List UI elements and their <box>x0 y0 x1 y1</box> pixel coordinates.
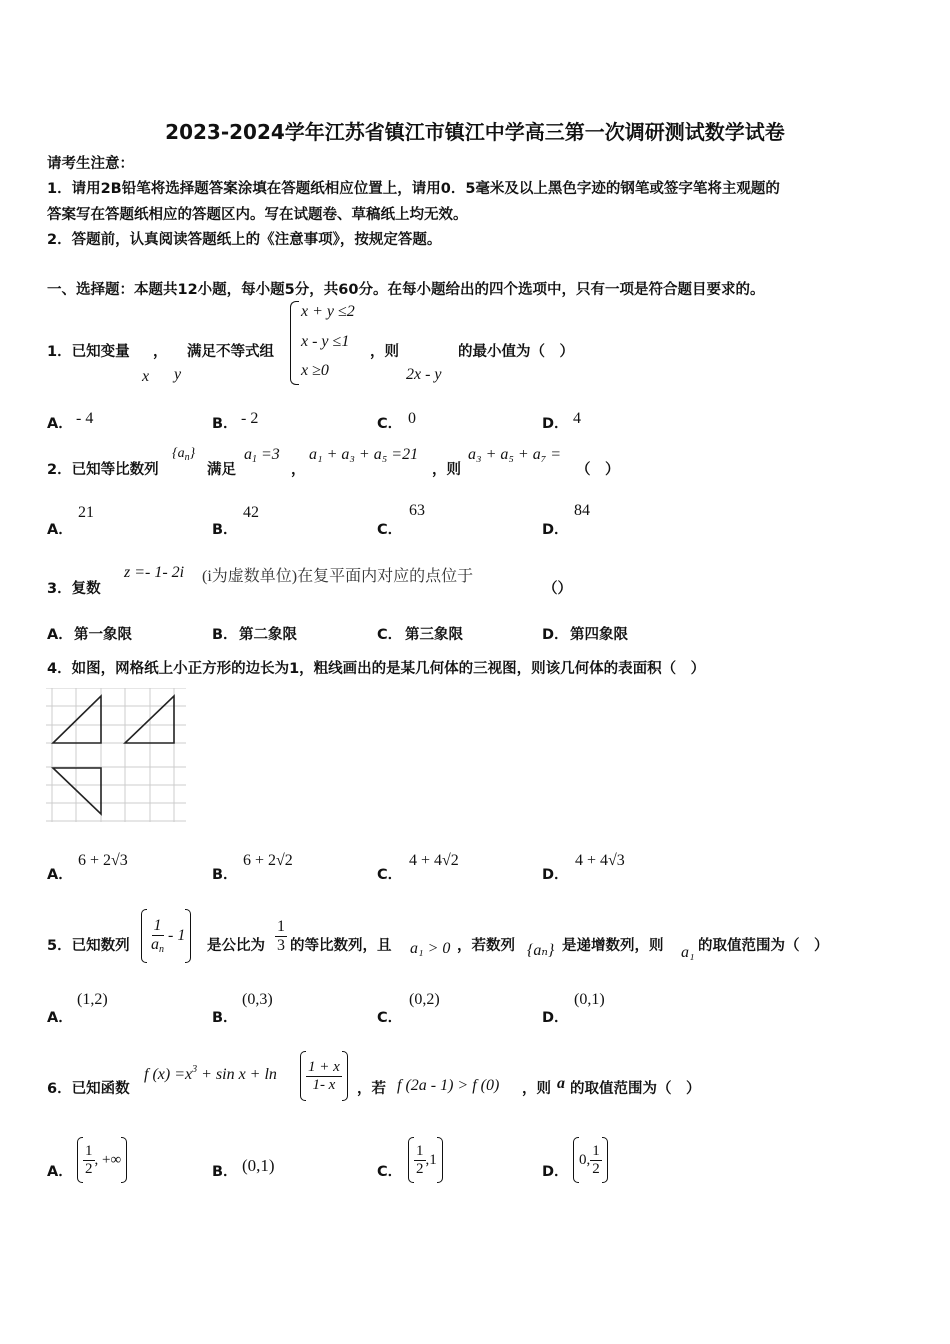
q3-stem-b: （） <box>543 581 572 597</box>
q1-option-c: 0 <box>408 410 416 427</box>
q1-stem-d: ，则 <box>370 344 399 360</box>
q2-option-c: 63 <box>409 502 425 519</box>
q3-option-d: 第四象限 <box>570 627 628 643</box>
q6-function: f $(x) =x^3 + \sin x + \ln$ <box>144 1064 277 1083</box>
q2-target: a₃ + a₅ + a₇ = <box>468 446 562 463</box>
q6-option-c: $\frac{1}{2}$ ,1 <box>408 1136 443 1184</box>
q3-label-b: B． <box>212 627 238 643</box>
q1-var-x: x <box>142 368 150 385</box>
q3-label-c: C． <box>377 627 403 643</box>
q3-formula: z =- 1- 2i <box>124 564 185 581</box>
q1-system-brace <box>290 301 299 385</box>
q1-option-b: - 2 <box>241 410 259 427</box>
q2-stem-c: ，则 <box>432 462 461 478</box>
q3-label-a: A． <box>47 627 73 643</box>
q6-label-d: D． <box>542 1164 569 1180</box>
q4-label-d: D． <box>542 867 569 883</box>
q2-stem-d: （ ） <box>576 462 620 478</box>
q1-stem-b: ， <box>153 344 168 360</box>
q6-stem-c: ，则 <box>522 1081 551 1097</box>
q4-stem: 4．如图，网格纸上小正方形的边长为1，粗线画出的是某几何体的三视图，则该几何体的表面积（ ） <box>47 661 706 677</box>
q3-formula-text: (i为虚数单位)在复平面内对应的点位于 <box>202 568 474 585</box>
q6-label-c: C． <box>377 1164 403 1180</box>
notice-line-2: 答案写在答题纸相应的答题区内。写在试题卷、草稿纸上均无效。 <box>47 207 468 223</box>
q2-stem-a: 2．已知等比数列 <box>47 462 159 478</box>
notice-heading: 请考生注意： <box>47 156 134 172</box>
q5-label-d: D． <box>542 1010 569 1026</box>
q3-option-b: 第二象限 <box>239 627 297 643</box>
q1-label-c: C． <box>377 416 403 432</box>
q3-option-a: 第一象限 <box>74 627 132 643</box>
q5-stem-d: ，若数列 <box>457 938 515 954</box>
q5-option-c: (0,2) <box>409 991 440 1008</box>
q6-label-b: B． <box>212 1164 238 1180</box>
q1-label-d: D． <box>542 416 569 432</box>
q1-ineq-3: x ≥0 <box>301 362 329 379</box>
q6-stem-a: 6．已知函数 <box>47 1081 130 1097</box>
q1-expr: 2x - y <box>406 366 442 383</box>
q5-sequence-2: {aₙ} <box>527 942 555 959</box>
q2-cond-2: a₁ + a₃ + a₅ =21 <box>309 446 419 463</box>
q4-option-c: 4 + 4√2 <box>409 852 459 869</box>
q2-label-b: B． <box>212 522 238 538</box>
q5-stem-b: 是公比为 <box>207 938 265 954</box>
q1-stem-a: 1．已知变量 <box>47 344 130 360</box>
q5-option-d: (0,1) <box>574 991 605 1008</box>
q6-ln-argument: $\frac{1 + x}{1- x}$ <box>300 1050 348 1102</box>
q5-sequence-expr: $\frac{1}{a_n}$ - 1 <box>141 908 191 964</box>
notice-line-3: 2．答题前，认真阅读答题纸上的《注意事项》，按规定答题。 <box>47 232 442 248</box>
q5-label-a: A． <box>47 1010 73 1026</box>
q2-sequence: $\{a_n\}$ <box>172 446 196 463</box>
q6-var-a: a <box>557 1075 565 1092</box>
q2-option-a: 21 <box>78 504 94 521</box>
q1-stem-e: 的最小值为（ ） <box>458 344 574 360</box>
q6-option-d: 0, $\frac{1}{2}$ <box>573 1136 608 1184</box>
q5-option-b: (0,3) <box>242 991 273 1008</box>
q6-label-a: A． <box>47 1164 73 1180</box>
q6-stem-d: 的取值范围为（ ） <box>570 1081 701 1097</box>
q1-stem-c: 满足不等式组 <box>187 344 274 360</box>
q1-label-a: A． <box>47 416 73 432</box>
q2-cond-1: $a_1 =3$ <box>244 446 280 465</box>
q2-option-d: 84 <box>574 502 590 519</box>
q4-option-d: 4 + 4√3 <box>575 852 625 869</box>
q6-option-a: $\frac{1}{2}$ , +∞ <box>77 1136 127 1184</box>
q2-label-a: A． <box>47 522 73 538</box>
q1-var-y: y <box>174 366 182 383</box>
q1-option-d: 4 <box>573 410 581 427</box>
q6-condition: f (2a - 1) > f (0) <box>397 1077 500 1094</box>
q5-stem-e: 是递增数列，则 <box>562 938 664 954</box>
q4-option-b: 6 + 2√2 <box>243 852 293 869</box>
q5-ratio: $\frac{1}{3}$ <box>277 918 285 954</box>
page-title: 2023-2024学年江苏省镇江市镇江中学高三第一次调研测试数学试卷 <box>165 120 785 144</box>
q1-label-b: B． <box>212 416 238 432</box>
q2-stem-b: 满足 <box>207 462 236 478</box>
q5-stem-a: 5．已知数列 <box>47 938 130 954</box>
q1-ineq-1: x + y ≤2 <box>301 303 355 320</box>
q1-option-a: - 4 <box>76 410 94 427</box>
three-view-grid-figure <box>46 688 186 822</box>
q3-option-c: 第三象限 <box>405 627 463 643</box>
q4-option-a: 6 + 2√3 <box>78 852 128 869</box>
q5-label-b: B． <box>212 1010 238 1026</box>
q5-stem-f: 的取值范围为（ ） <box>698 938 829 954</box>
q5-a1: a₁ <box>681 944 695 961</box>
q2-label-c: C． <box>377 522 403 538</box>
q1-ineq-2: x - y ≤1 <box>301 333 350 350</box>
q4-label-b: B． <box>212 867 238 883</box>
q4-label-a: A． <box>47 867 73 883</box>
q2-option-b: 42 <box>243 504 259 521</box>
q5-condition: a₁ > 0 <box>410 940 451 957</box>
q3-label-d: D． <box>542 627 569 643</box>
q5-label-c: C． <box>377 1010 403 1026</box>
q3-stem-a: 3．复数 <box>47 581 101 597</box>
q5-stem-c: 的等比数列，且 <box>290 938 392 954</box>
q4-label-c: C． <box>377 867 403 883</box>
notice-line-1: 1．请用2B铅笔将选择题答案涂填在答题纸相应位置上，请用0．5毫米及以上黑色字迹的钢笔或签字笔将主观题的 <box>47 181 780 197</box>
q5-option-a: (1,2) <box>77 991 108 1008</box>
section-heading: 一、选择题：本题共12小题，每小题5分，共60分。在每小题给出的四个选项中，只有一项是符合题目要求的。 <box>47 282 765 298</box>
q2-label-d: D． <box>542 522 569 538</box>
q6-option-b: (0,1) <box>242 1156 275 1175</box>
q6-stem-b: ，若 <box>357 1081 386 1097</box>
